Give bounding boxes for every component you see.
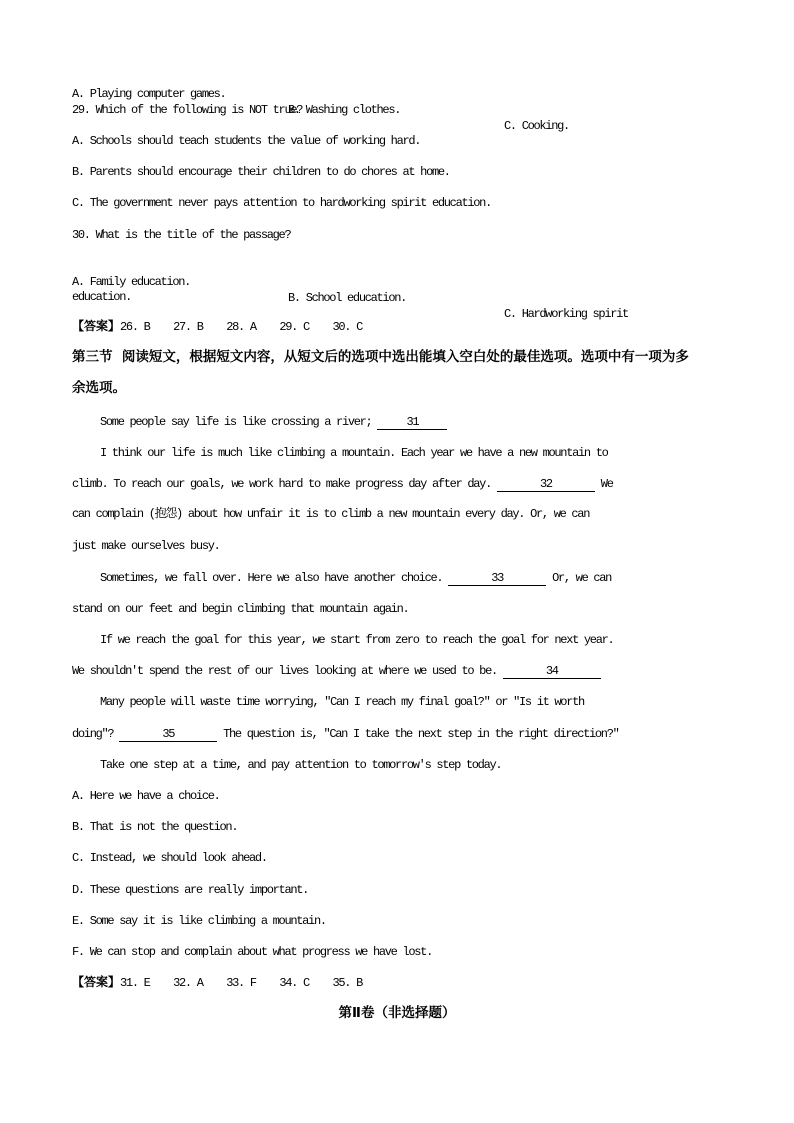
choice-d: D. These questions are really important.	[72, 883, 309, 897]
option-c: C. Cooking.	[504, 119, 569, 133]
answer-text: 26. B 27. B 28. A 29. C 30. C	[120, 320, 362, 334]
passage-p3-line1: Sometimes, we fall over. Here we also have another choice. 33 Or, we can	[100, 571, 612, 585]
passage-p2-line4: just make ourselves busy.	[72, 539, 220, 553]
option-a: A. Family education.	[72, 275, 191, 289]
q29-option-b: B. Parents should encourage their children to do chores at home.	[72, 165, 450, 179]
q29-stem: 29. Which of the following is NOT true?	[72, 103, 303, 117]
q29-option-c: C. The government never pays attention to hardworking spirit education.	[72, 196, 491, 210]
passage-p4-line1: If we reach the goal for this year, we start from zero to reach the goal for next year.	[100, 633, 614, 647]
option-c: C. Hardworking spirit	[504, 307, 628, 321]
passage-p5-line2: doing″? 35 The question is, ″Can I take the next step in the right direction?″	[72, 727, 619, 741]
answer-key-2	[72, 974, 362, 991]
answer-text: 31. E 32. A 33. F 34. C 35. B	[120, 976, 362, 990]
q29-option-a: A. Schools should teach students the value of working hard.	[72, 134, 421, 148]
passage-p4-line2: We shouldn't spend the rest of our lives looking at where we used to be. 34	[72, 663, 601, 679]
passage-p5-line1: Many people will waste time worrying, ″Can I reach my final goal?″ or ″Is it worth	[100, 695, 584, 709]
q30-stem: 30. What is the title of the passage?	[72, 228, 291, 242]
blank-33: 33	[448, 572, 546, 586]
passage-p2-line1: I think our life is much like climbing a mountain. Each year we have a new mountain to	[100, 446, 608, 460]
passage-p6: Take one step at a time, and pay attention to tomorrow's step today.	[100, 758, 502, 772]
passage-p3-line2: stand on our feet and begin climbing that mountain again.	[72, 602, 409, 616]
part-title: 第Ⅱ卷（非选择题）	[338, 1005, 456, 1021]
choice-e: E. Some say it is like climbing a mountain.	[72, 914, 326, 928]
section-heading-line1: 第三节 阅读短文，根据短文内容，从短文后的选项中选出能填入空白处的最佳选项。选项中有一项为多	[72, 349, 689, 365]
blank-31: 31	[377, 416, 447, 430]
option-b: B. Washing clothes.	[288, 103, 401, 117]
passage-p2-line2: climb. To reach our goals, we work hard to make progress day after day. 32 We	[72, 477, 613, 491]
blank-34: 34	[503, 665, 601, 679]
option-b: B. School education.	[288, 291, 407, 305]
blank-32: 32	[497, 478, 595, 492]
q30-option-c-wrap: education.	[72, 290, 132, 304]
option-a: A. Playing computer games.	[72, 87, 226, 101]
blank-35: 35	[119, 728, 217, 742]
choice-b: B. That is not the question.	[72, 820, 238, 834]
answer-label: 【答案】	[72, 319, 121, 333]
choice-f: F. We can stop and complain about what progress we have lost.	[72, 945, 432, 959]
answer-label: 【答案】	[72, 975, 121, 989]
answer-key-1	[72, 318, 362, 335]
passage-p2-line3: can complain (抱怨) about how unfair it is to climb a new mountain every day. Or, we can	[72, 507, 590, 521]
choice-a: A. Here we have a choice.	[72, 789, 220, 803]
passage-p1: Some people say life is like crossing a river; 31	[100, 414, 447, 430]
section-heading-line2: 余选项。	[72, 380, 126, 396]
choice-c: C. Instead, we should look ahead.	[72, 851, 267, 865]
